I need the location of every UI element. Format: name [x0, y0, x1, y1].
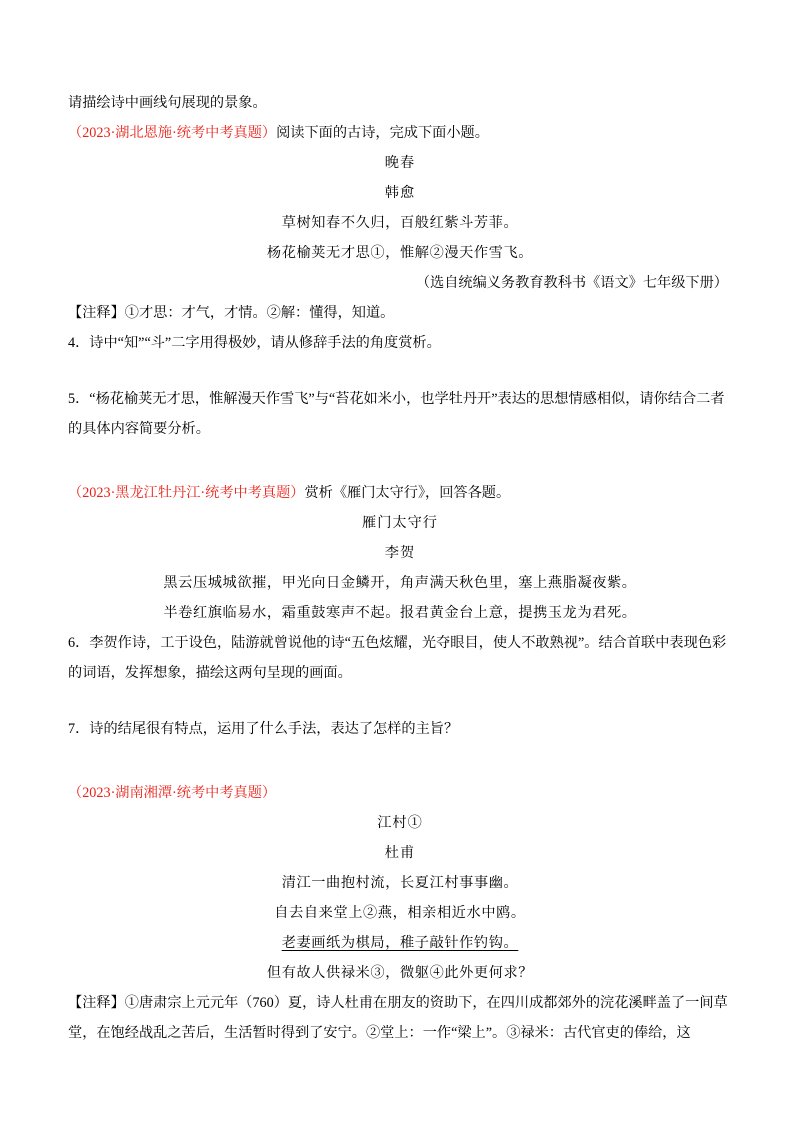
paragraph-source-prompt-2: [68, 478, 732, 508]
spacer-after-q6: [68, 688, 732, 714]
poem-source-wanchun: （选自统编义务教育教科书《语文》七年级下册）: [415, 275, 728, 291]
poem-line-wanchun-2: 杨花榆荚无才思①，惟解②漫天作雪飞。: [266, 245, 534, 261]
poem-author-hanyu: 韩愈: [384, 185, 416, 201]
poem-title-jiangcun: 江村①: [377, 815, 423, 831]
exam-prompt-text-1: 阅读下面的古诗，完成下面小题。: [276, 125, 489, 141]
poem-line-jiangcun-3: [68, 928, 732, 958]
spacer-after-q5: [68, 444, 732, 478]
notes-wanchun: 【注释】①才思：才气，才情。②解：懂得，知道。: [68, 305, 395, 321]
question-6: 6．李贺作诗，工于设色，陆游就曾说他的诗“五色炫耀，光夺眼目，使人不敢熟视”。结合首联中表现色彩的词语，发挥想象，描绘这两句呈现的画面。: [68, 635, 727, 681]
exam-source-tag-2: （2023·黑龙江牡丹江·统考中考真题）: [68, 485, 305, 501]
poem-author-lihe: 李贺: [384, 545, 416, 561]
poem-line-jiangcun-4: 但有故人供禄米③，微躯④此外更何求？: [266, 965, 534, 981]
spacer-after-q7: [68, 744, 732, 778]
paragraph-source-prompt-1: [68, 118, 732, 148]
poem-author-dufu: 杜甫: [384, 845, 416, 861]
spacer-after-q4: [68, 358, 732, 384]
exam-source-tag-3: （2023·湖南湘潭·统考中考真题）: [68, 785, 277, 801]
notes-jiangcun: 【注释】①唐肃宗上元元年（760）夏，诗人杜甫在朋友的资助下，在四川成都郊外的浣花溪畔盖了一间草堂，在饱经战乱之苦后，生活暂时得到了安宁。②堂上：一作“梁上”。③禄米：古代官吏的俸给，这: [68, 995, 728, 1041]
poem-line-jiangcun-2: 自去自来堂上②燕，相亲相近水中鸥。: [274, 905, 526, 921]
poem-underlined-text: 老妻画纸为棋局，稚子敲针作钓钩。: [281, 935, 519, 951]
paragraph-instruction: 请描绘诗中画线句展现的景象。: [68, 95, 267, 111]
document-body: [68, 88, 732, 1048]
question-7: 7．诗的结尾很有特点，运用了什么手法，表达了怎样的主旨？: [68, 721, 459, 737]
paragraph-source-prompt-3: [68, 778, 732, 808]
poem-title-yanmen: 雁门太守行: [362, 515, 438, 531]
question-5: 5．“杨花榆荚无才思，惟解漫天作雪飞”与“苔花如米小，也学牡丹开”表达的思想情感相似，请你结合二者的具体内容简要分析。: [68, 391, 725, 437]
poem-line-jiangcun-1: 清江一曲抱村流，长夏江村事事幽。: [281, 875, 519, 891]
poem-title-wanchun: 晚春: [384, 155, 416, 171]
poem-line-yanmen-2: 半卷红旗临易水，霜重鼓寒声不起。报君黄金台上意，提携玉龙为君死。: [163, 605, 637, 621]
exam-source-tag-1: （2023·湖北恩施·统考中考真题）: [68, 125, 277, 141]
poem-line-yanmen-1: 黑云压城城欲摧，甲光向日金鳞开，角声满天秋色里，塞上燕脂凝夜紫。: [163, 575, 637, 591]
exam-prompt-text-2: 赏析《雁门太守行》，回答各题。: [304, 485, 511, 501]
question-4: 4．诗中“知”“斗”二字用得极妙，请从修辞手法的角度赏析。: [68, 335, 441, 351]
poem-line-wanchun-1: 草树知春不久归，百般红紫斗芳菲。: [281, 215, 519, 231]
